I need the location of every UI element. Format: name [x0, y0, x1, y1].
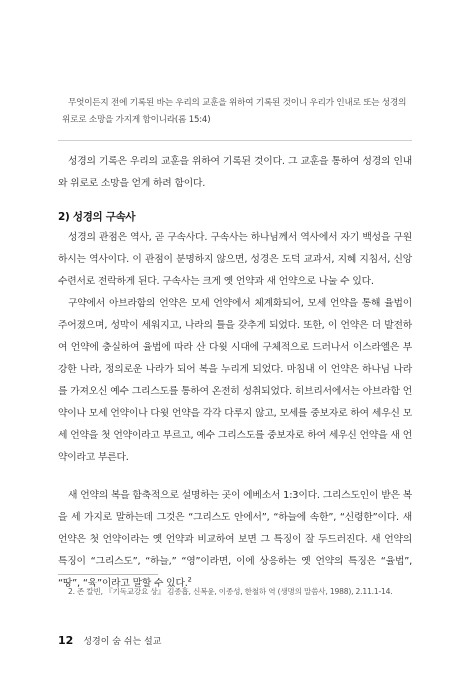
scripture-quote: 무엇이든지 전에 기록된 바는 우리의 교훈을 위하여 기록된 것이니 우리가 인내로 또는 성경의 위로로 소망을 가지게 함이니라(롬 15:4): [62, 98, 407, 125]
paragraph-intro: 성경의 기록은 우리의 교훈을 위하여 기록된 것이다. 그 교훈을 통하여 성경의 인내와 위로로 소망을 얻게 하려 함이다.: [58, 156, 412, 189]
page-footer: [58, 634, 161, 647]
section-heading: 2) 성경의 구속사: [58, 211, 136, 223]
book-title: 성경이 숨 쉬는 설교: [83, 637, 162, 647]
footnote: 2. 존 칼빈, 『기독교강요 상』 김종흡, 신복윤, 이종성, 한철하 역 (생명의 말씀사, 1988), 2.11.1-14.: [68, 587, 393, 596]
paragraph-redemptive-history: 성경의 관점은 역사, 곧 구속사다. 구속사는 하나님께서 역사에서 자기 백성을 구원하시는 역사이다. 이 관점이 분명하지 않으면, 성경은 도덕 교과서, 지혜 지침서, 신앙 수련서로 전락하게 된다. 구속사는 크게 옛 언약과 새 언약으로 나눌 수 있다.: [58, 232, 412, 287]
footnote-rule: [58, 574, 158, 575]
quote-divider: [58, 140, 412, 141]
page-number: 12: [58, 634, 74, 647]
footnote-reference: 2: [187, 575, 192, 584]
paragraph-new-covenant: [58, 485, 412, 595]
paragraph-covenants: 구약에서 아브라함의 언약은 모세 언약에서 체계화되어, 모세 언약을 통해 율법이 주어졌으며, 성막이 세워지고, 나라의 틀을 갖추게 되었다. 또한, 이 언약은 더 발전하여 언약에 충실하여 율법에 따라 산 다윗 시대에 구체적으로 드러나서 이스라엘은 부강한 나라, 정의로운 나라가 되어 복을 누리게 되었다. 마침내 이 언약은 하나님 나라를 가져오신 예수 그리스도를 통하여 온전히 성취되었다. 히브리서에서는 아브라함 언약이나 모세 언약이나 다윗 언약을 각각 다루지 않고, 모세를 중보자로 하여 세우신 모세 언약을 첫 언약이라고 부르고, 예수 그리스도를 중보자로 하여 세우신 언약을 새 언약이라고 부른다.: [58, 298, 412, 463]
paragraph-new-covenant-text: 새 언약의 복을 함축적으로 설명하는 곳이 에베소서 1:3이다. 그리스도인이 받은 복을 세 가지로 말하는데 그것은 “그리스도 안에서”, “하늘에 속한”, “신령한”이다. 새 언약은 첫 언약이라는 옛 언약과 비교하여 보면 그 특징이 잘 두드러진다. 새 언약의 특징이 “그리스도”, “하늘,” “영”이라면, 이에 상응하는 옛 언약의 특징은 “율법”, “땅”, “육”이라고 말할 수 있다.: [58, 490, 412, 589]
